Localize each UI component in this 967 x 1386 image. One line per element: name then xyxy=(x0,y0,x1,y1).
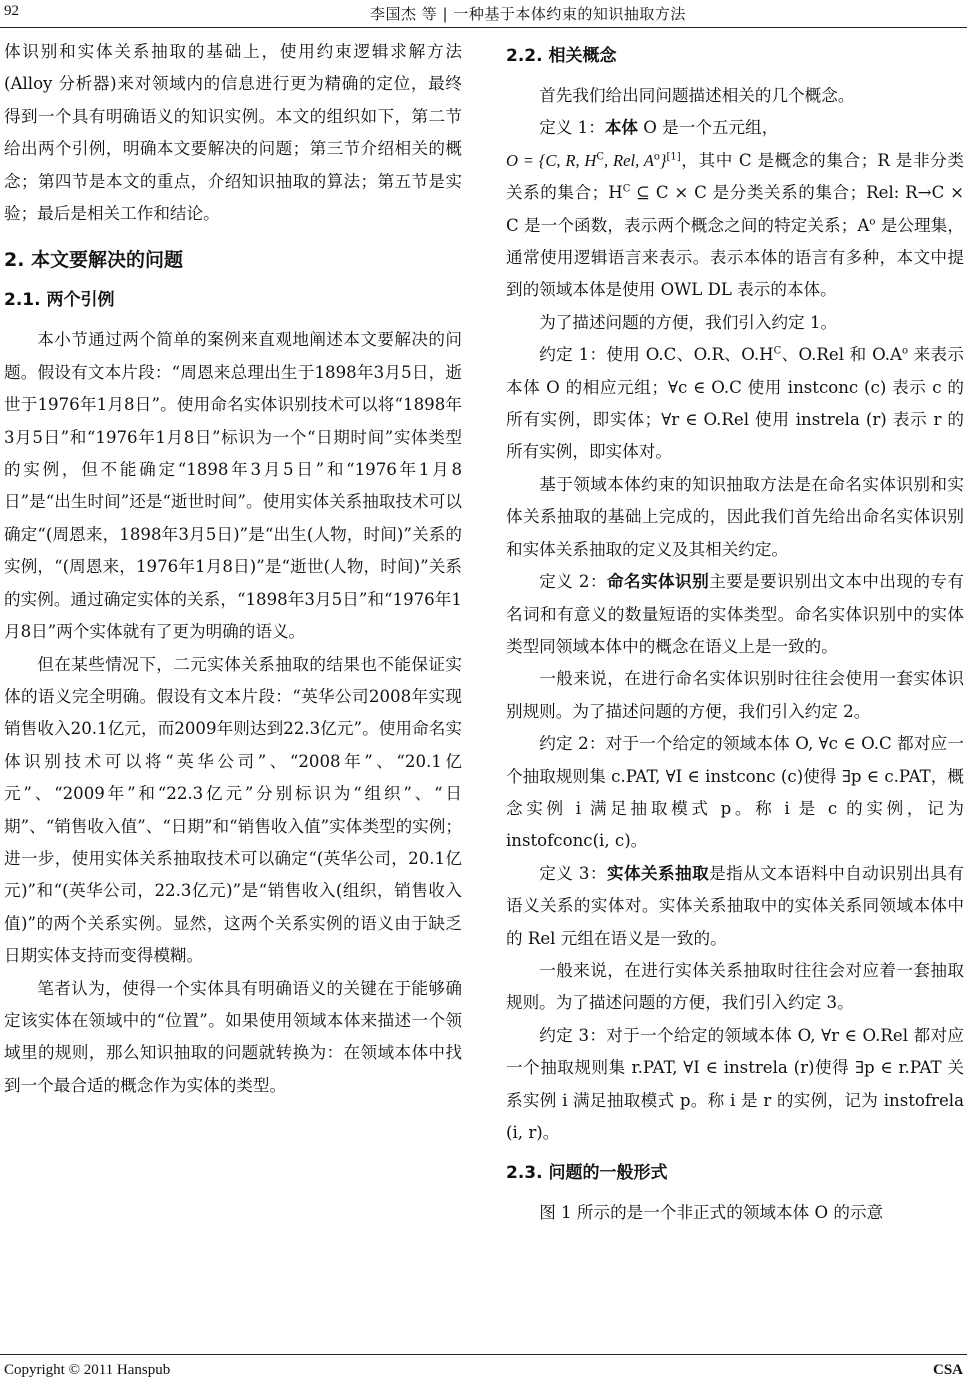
definition-1 xyxy=(506,112,964,144)
example-paragraph-2: 但在某些情况下，二元实体关系抽取的结果也不能保证实体的语义完全明确。假设有文本片段：“英华公司2008年实现销售收入20.1亿元，而2009年则达到22.3亿元”。使用命名实体识别技术可以将“英华公司”、“2008年”、“20.1亿元”、“2009年”和“22.3亿元”分别标识为“组织”、“日期”、“销售收入值”、“日期”和“销售收入值”实体类型的实例；进一步，使用实体关系抽取技术可以确定“(英华公司，20.1亿元)”和“(英华公司，22.3亿元)”是“销售收入(组织，销售收入值)”的两个关系实例。显然，这两个关系实例的语义由于缺乏日期实体支持而变得模糊。 xyxy=(4,654,462,966)
definition-1-label: 定义 1： xyxy=(539,118,605,138)
journal-abbrev: CSA xyxy=(932,1362,963,1378)
convention-intro-1: 为了描述问题的方便，我们引入约定 1。 xyxy=(539,312,838,332)
definition-1-text: ，其中 C 是概念的集合；R 是非分类关系的集合；H xyxy=(506,150,964,203)
definition-1-body: O = {C, R, $H^C$, Rel, $A^o\}[1]$，其中 C 是概念的集合；R 是非分类关系的集合；$H^C$ ⊆ C × C 是分类关系的集合；Rel: R→C × C 是一个函数，表示两个概念之间的特定关系；$A^o$ 是公理集，通常使用逻辑语言来表示。表示本体的语言有多种，本文中提到的领域本体是使用 OWL DL 表示的本体。 xyxy=(506,150,964,300)
definition-3-label: 定义 3： xyxy=(539,863,607,883)
copyright-text: Copyright © 2011 Hanspub xyxy=(4,1362,171,1378)
convention-2: 约定 2：对于一个给定的领域本体 O, ∀c ∈ O.C 都对应一个抽取规则集 c.PAT, ∀I ∈ instconc (c)使得 ∃p ∈ c.PAT，概念实例 i 满足抽取模式 p。称 i 是 c 的实例，记为 instofconc(i, c)。 xyxy=(506,734,964,851)
convention-1-text-2: 、O.Rel 和 O.A xyxy=(781,345,902,365)
definition-2-term: 命名实体识别 xyxy=(606,572,710,592)
definition-1-text-3: 是公理集，通常使用逻辑语言来表示。表示本体的语言有多种，本文中提到的领域本体是使用 OWL DL 表示的本体。 xyxy=(506,215,964,300)
convention-intro-2: 一般来说，在进行命名实体识别时往往会使用一套实体识别规则。为了描述问题的方便，我们引入约定 2。 xyxy=(506,669,964,721)
header-rule xyxy=(0,27,967,28)
right-column xyxy=(506,36,964,1230)
convention-1-text: 约定 1：使用 O.C、O.R、O.H xyxy=(539,345,774,365)
definition-3 xyxy=(506,858,964,955)
definition-2-text: 主要是要识别出文本中出现的专有名词和有意义的数量短语的实体类型。命名实体识别中的实体类型同领域本体中的概念在语义上是一致的。 xyxy=(506,572,965,656)
convention-intro-3: 一般来说，在进行实体关系抽取时往往会对应着一套抽取规则。为了描述问题的方便，我们引入约定 3。 xyxy=(506,960,964,1013)
definition-1-text-2: ⊆ C × C 是分类关系的集合；Rel: R→C × C 是一个函数，表示两个概念之间的特定关系；A xyxy=(506,183,964,235)
convention-3: 约定 3：对于一个给定的领域本体 O, ∀r ∈ O.Rel 都对应一个抽取规则集 r.PAT, ∀I ∈ instrela (r)使得 ∃p ∈ r.PAT 关系实例 i 满足抽取模式 p。称 i 是 r 的实例，记为 instofrela (i, r)。 xyxy=(506,1025,964,1142)
definition-1-term: 本体 xyxy=(604,118,638,138)
convention-1-text-3: 来表示本体 O 的相应元组；∀c ∈ O.C 使用 instconc (c) 表示 c 的所有实例，即实体；∀r ∈ O.Rel 使用 instrela (r) 表示 r 的所有实例，即实体对。 xyxy=(506,345,964,462)
convention-1: 约定 1：使用 O.C、O.R、$O.H^C$、O.Rel 和 $O.A^o$ 来表示本体 O 的相应元组；∀c ∈ O.C 使用 instconc (c) 表示 c 的所有实例，即实体；∀r ∈ O.Rel 使用 instrela (r) 表示 r 的所有实例，即实体对。 xyxy=(506,345,964,462)
definition-3-text: 是指从文本语料中自动识别出具有语义关系的实体对。实体关系抽取中的实体关系同领域本体中的 Rel 元组在语义是一致的。 xyxy=(506,863,965,948)
general-form-paragraph: 图 1 所示的是一个非正式的领域本体 O 的示意 xyxy=(539,1203,884,1223)
section-2-3-heading: 2.3. 问题的一般形式 xyxy=(506,1163,668,1184)
running-title: 李国杰 等 | 一种基于本体约束的知识抽取方法 xyxy=(370,5,686,23)
section-2-heading: 2. 本文要解决的问题 xyxy=(4,249,184,272)
example-paragraph-1: 本小节通过两个简单的案例来直观地阐述本文要解决的问题。假设有文本片段：“周恩来总理出生于1898年3月5日，逝世于1976年1月8日”。使用命名实体识别技术可以将“1898年3月5日”和“1976年1月8日”标识为一个“日期时间”实体类型的实例，但不能确定“1898年3月5日”和“1976年1月8日”是“出生时间”还是“逝世时间”。使用实体关系抽取技术可以确定“(周恩来，1898年3月5日)”是“出生(人物，时间)”关系的实例，“(周恩来，1976年1月8日)”是“逝世(人物，时间)”关系的实例。通过确定实体的关系，“1898年3月5日”和“1976年1月8日”两个实体就有了更为明确的语义。 xyxy=(4,330,462,642)
running-header xyxy=(0,0,967,30)
section-2-2-heading: 2.2. 相关概念 xyxy=(506,46,617,66)
section-2-1-heading: 2.1. 两个引例 xyxy=(4,290,115,311)
left-column xyxy=(4,36,462,1102)
definition-2-label: 定义 2： xyxy=(539,572,607,592)
example-paragraph-3: 笔者认为，使得一个实体具有明确语义的关键在于能够确定该实体在领域中的“位置”。如果使用领域本体来描述一个领域里的规则，那么知识抽取的问题就转换为：在领域本体中找到一个最合适的概念作为实体的类型。 xyxy=(4,978,462,1095)
intro-paragraph: 体识别和实体关系抽取的基础上，使用约束逻辑求解方法(Alloy 分析器)来对领域内的信息进行更为精确的定位，最终得到一个具有明确语义的知识实例。本文的组织如下，第二节给出两个引例，明确本文要解决的问题；第三节介绍相关的概念；第四节是本文的重点，介绍知识抽取的算法；第五节是实验；最后是相关工作和结论。 xyxy=(4,42,462,224)
footer-rule xyxy=(0,1354,967,1355)
ontology-formula: O = {C, R, H xyxy=(506,150,597,170)
definition-1-intro: O 是一个五元组， xyxy=(638,118,779,138)
page-number: 92 xyxy=(4,3,19,19)
definition-3-term: 实体关系抽取 xyxy=(606,863,710,883)
concepts-intro: 首先我们给出同问题描述相关的几个概念。 xyxy=(539,86,855,105)
method-overview: 基于领域本体约束的知识抽取方法是在命名实体识别和实体关系抽取的基础上完成的，因此我们首先给出命名实体识别和实体关系抽取的定义及其相关约定。 xyxy=(506,474,964,559)
definition-2 xyxy=(506,566,964,663)
